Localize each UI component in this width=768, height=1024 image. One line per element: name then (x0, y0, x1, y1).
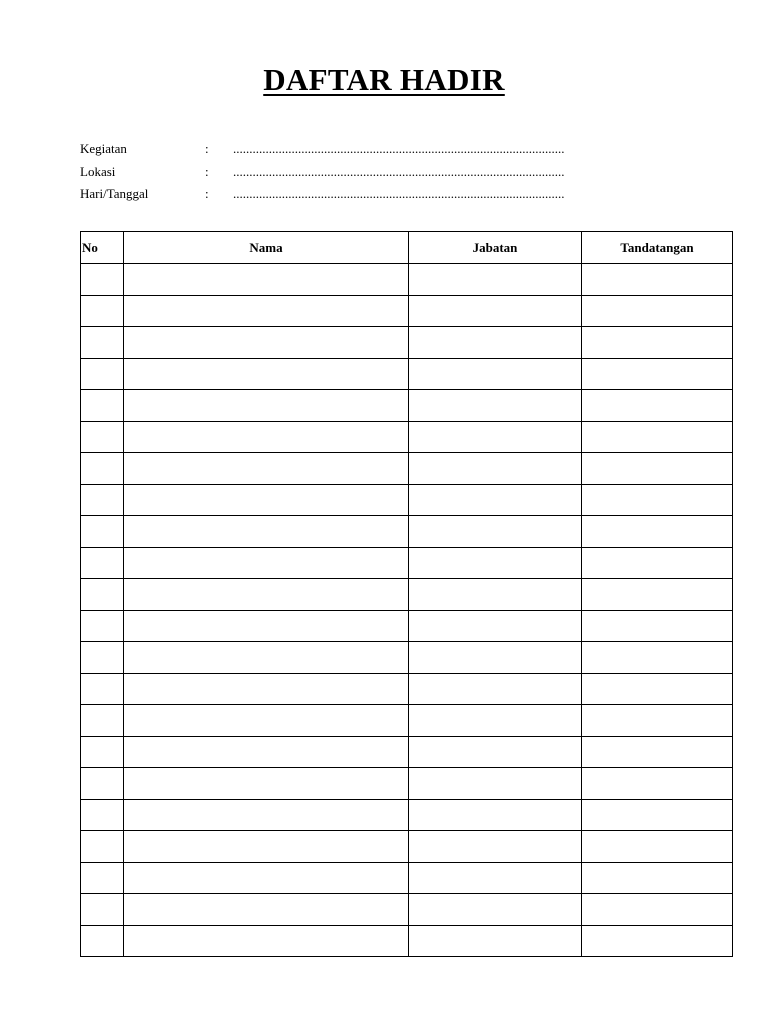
cell-nama[interactable] (124, 925, 409, 957)
field-colon: : (205, 141, 209, 156)
cell-tandatangan[interactable] (582, 295, 733, 327)
header-jabatan: Jabatan (409, 232, 582, 264)
table-row (81, 831, 733, 863)
cell-nama[interactable] (124, 736, 409, 768)
cell-no[interactable] (81, 295, 124, 327)
cell-nama[interactable] (124, 264, 409, 296)
table-row (81, 358, 733, 390)
cell-nama[interactable] (124, 831, 409, 863)
cell-nama[interactable] (124, 673, 409, 705)
field-blank[interactable]: ...................................................................................................... (233, 163, 565, 179)
cell-jabatan[interactable] (409, 705, 582, 737)
table-row (81, 673, 733, 705)
cell-no[interactable] (81, 831, 124, 863)
header-no: No (81, 232, 124, 264)
cell-tandatangan[interactable] (582, 768, 733, 800)
cell-nama[interactable] (124, 894, 409, 926)
field-label: Kegiatan (80, 141, 127, 156)
cell-no[interactable] (81, 862, 124, 894)
cell-nama[interactable] (124, 799, 409, 831)
attendance-table (80, 231, 733, 957)
table-row (81, 547, 733, 579)
cell-tandatangan[interactable] (582, 925, 733, 957)
cell-no[interactable] (81, 705, 124, 737)
table-row (81, 484, 733, 516)
cell-no[interactable] (81, 421, 124, 453)
cell-jabatan[interactable] (409, 799, 582, 831)
cell-jabatan[interactable] (409, 264, 582, 296)
cell-jabatan[interactable] (409, 516, 582, 548)
cell-nama[interactable] (124, 327, 409, 359)
cell-jabatan[interactable] (409, 642, 582, 674)
cell-no[interactable] (81, 768, 124, 800)
cell-nama[interactable] (124, 295, 409, 327)
cell-nama[interactable] (124, 642, 409, 674)
cell-tandatangan[interactable] (582, 264, 733, 296)
table-row (81, 264, 733, 296)
table-row (81, 421, 733, 453)
cell-jabatan[interactable] (409, 736, 582, 768)
cell-tandatangan[interactable] (582, 547, 733, 579)
cell-jabatan[interactable] (409, 295, 582, 327)
cell-jabatan[interactable] (409, 894, 582, 926)
cell-no[interactable] (81, 358, 124, 390)
cell-nama[interactable] (124, 516, 409, 548)
cell-no[interactable] (81, 264, 124, 296)
cell-jabatan[interactable] (409, 453, 582, 485)
table-row (81, 610, 733, 642)
table-row (81, 768, 733, 800)
field-label: Hari/Tanggal (80, 186, 149, 201)
cell-tandatangan[interactable] (582, 642, 733, 674)
cell-jabatan[interactable] (409, 579, 582, 611)
table-header-row (81, 232, 733, 264)
cell-jabatan[interactable] (409, 610, 582, 642)
cell-no[interactable] (81, 610, 124, 642)
cell-no[interactable] (81, 736, 124, 768)
cell-tandatangan[interactable] (582, 358, 733, 390)
field-colon: : (205, 163, 209, 179)
cell-nama[interactable] (124, 421, 409, 453)
cell-no[interactable] (81, 547, 124, 579)
cell-tandatangan[interactable] (582, 516, 733, 548)
cell-jabatan[interactable] (409, 673, 582, 705)
header-nama: Nama (124, 232, 409, 264)
cell-no[interactable] (81, 579, 124, 611)
table-row (81, 736, 733, 768)
cell-jabatan[interactable] (409, 421, 582, 453)
table-row (81, 327, 733, 359)
cell-nama[interactable] (124, 610, 409, 642)
cell-jabatan[interactable] (409, 358, 582, 390)
table-row (81, 862, 733, 894)
cell-nama[interactable] (124, 358, 409, 390)
cell-nama[interactable] (124, 453, 409, 485)
cell-tandatangan[interactable] (582, 327, 733, 359)
cell-tandatangan[interactable] (582, 736, 733, 768)
cell-tandatangan[interactable] (582, 831, 733, 863)
cell-nama[interactable] (124, 862, 409, 894)
cell-jabatan[interactable] (409, 327, 582, 359)
table-row (81, 453, 733, 485)
cell-jabatan[interactable] (409, 925, 582, 957)
cell-nama[interactable] (124, 768, 409, 800)
cell-tandatangan[interactable] (582, 484, 733, 516)
table-row (81, 925, 733, 957)
cell-no[interactable] (81, 516, 124, 548)
cell-tandatangan[interactable] (582, 453, 733, 485)
cell-tandatangan[interactable] (582, 610, 733, 642)
cell-jabatan[interactable] (409, 484, 582, 516)
cell-no[interactable] (81, 894, 124, 926)
table-row (81, 579, 733, 611)
table-row (81, 894, 733, 926)
cell-jabatan[interactable] (409, 390, 582, 422)
cell-tandatangan[interactable] (582, 894, 733, 926)
cell-nama[interactable] (124, 547, 409, 579)
field-blank[interactable]: ...................................................................................................... (233, 186, 565, 201)
cell-nama[interactable] (124, 390, 409, 422)
cell-tandatangan[interactable] (582, 705, 733, 737)
cell-tandatangan[interactable] (582, 799, 733, 831)
cell-nama[interactable] (124, 484, 409, 516)
field-colon: : (205, 186, 209, 201)
cell-jabatan[interactable] (409, 831, 582, 863)
table-row (81, 799, 733, 831)
document-title: DAFTAR HADIR (263, 62, 505, 97)
cell-nama[interactable] (124, 579, 409, 611)
table-row (81, 295, 733, 327)
cell-no[interactable] (81, 327, 124, 359)
cell-no[interactable] (81, 642, 124, 674)
cell-no[interactable] (81, 673, 124, 705)
cell-tandatangan[interactable] (582, 390, 733, 422)
table-row (81, 516, 733, 548)
cell-tandatangan[interactable] (582, 673, 733, 705)
cell-tandatangan[interactable] (582, 421, 733, 453)
cell-no[interactable] (81, 799, 124, 831)
cell-jabatan[interactable] (409, 547, 582, 579)
field-blank[interactable]: ...................................................................................................... (233, 141, 565, 156)
cell-tandatangan[interactable] (582, 579, 733, 611)
cell-nama[interactable] (124, 705, 409, 737)
cell-no[interactable] (81, 453, 124, 485)
cell-no[interactable] (81, 484, 124, 516)
table-row (81, 642, 733, 674)
cell-no[interactable] (81, 390, 124, 422)
cell-tandatangan[interactable] (582, 862, 733, 894)
table-row (81, 390, 733, 422)
cell-no[interactable] (81, 925, 124, 957)
field-label: Lokasi (80, 163, 116, 179)
cell-jabatan[interactable] (409, 768, 582, 800)
header-tandatangan: Tandatangan (582, 232, 733, 264)
table-body (81, 264, 733, 957)
table-row (81, 705, 733, 737)
cell-jabatan[interactable] (409, 862, 582, 894)
